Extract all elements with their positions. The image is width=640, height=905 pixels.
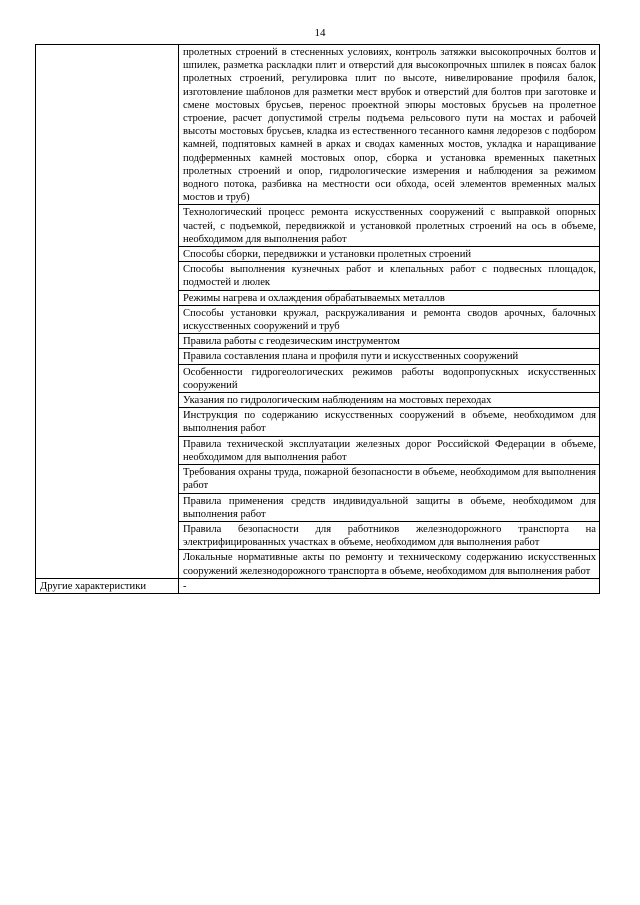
- other-characteristics-row: [36, 578, 600, 593]
- table-cell: пролетных строений в стесненных условиях, контроль затяжки высокопрочных болтов и шпилек, разметка раскладки плит и отверстий для высокопрочных шпилек в поясах балок пролетных строений, регулировка плит по высоте, нивелирование профиля балок, изготовление шаблонов для разметки мест врубок и отверстий для болтов при заготовке и смене мостовых брусьев, перенос проектной эпюры мостовых брусьев на пролетное строение, расчет допустимой стрелы подъема рельсового пути на мостах и рабочей высоты мостовых брусьев, кладка из естественного тесанного камня ледорезов с подбором камней, подпятовых камней в арках и сводах каменных мостов, укладка и наращивание подферменных камней мостовых опор, сборка и установка временных пакетных пролетных строений и опор, гидрологические измерения и наблюдения за режимом водного потока, разбивка на местности оси обхода, осей элементов временных малых мостов и труб): [179, 45, 600, 205]
- table-cell: Правила составления плана и профиля пути и искусственных сооружений: [179, 349, 600, 364]
- table-cell: Способы выполнения кузнечных работ и клепальных работ с подвесных площадок, подмостей и люлек: [179, 262, 600, 290]
- table-cell: Способы установки кружал, раскружаливания и ремонта сводов арочных, балочных искусственных сооружений и труб: [179, 305, 600, 333]
- other-characteristics-label: Другие характеристики: [36, 578, 179, 593]
- table-cell: Требования охраны труда, пожарной безопасности в объеме, необходимом для выполнения работ: [179, 465, 600, 493]
- table-cell: Локальные нормативные акты по ремонту и техническому содержанию искусственных сооружений железнодорожного транспорта в объеме, необходимом для выполнения работ: [179, 550, 600, 578]
- page-number: 14: [314, 27, 326, 39]
- table-cell: Технологический процесс ремонта искусственных сооружений с выправкой опорных частей, с подъемкой, передвижкой и установкой пролетных строений на ось в объеме, необходимом для выполнения работ: [179, 205, 600, 247]
- requirements-table: [35, 44, 600, 594]
- table-cell: Правила работы с геодезическим инструментом: [179, 334, 600, 349]
- table-cell: Особенности гидрогеологических режимов работы водопропускных искусственных сооружений: [179, 364, 600, 392]
- table-cell: Режимы нагрева и охлаждения обрабатываемых металлов: [179, 290, 600, 305]
- other-characteristics-value: -: [179, 578, 600, 593]
- table-cell: Правила безопасности для работников железнодорожного транспорта на электрифицированных участках в объеме, необходимом для выполнения работ: [179, 521, 600, 549]
- table-cell: Правила технической эксплуатации железных дорог Российской Федерации в объеме, необходимом для выполнения работ: [179, 436, 600, 464]
- table-row: [36, 45, 600, 205]
- table-cell: Инструкция по содержанию искусственных сооружений в объеме, необходимом для выполнения работ: [179, 408, 600, 436]
- label-cell-empty: [36, 45, 179, 579]
- table-cell: Способы сборки, передвижки и установки пролетных строений: [179, 247, 600, 262]
- table-cell: Правила применения средств индивидуальной защиты в объеме, необходимом для выполнения работ: [179, 493, 600, 521]
- table-cell: Указания по гидрологическим наблюдениям на мостовых переходах: [179, 393, 600, 408]
